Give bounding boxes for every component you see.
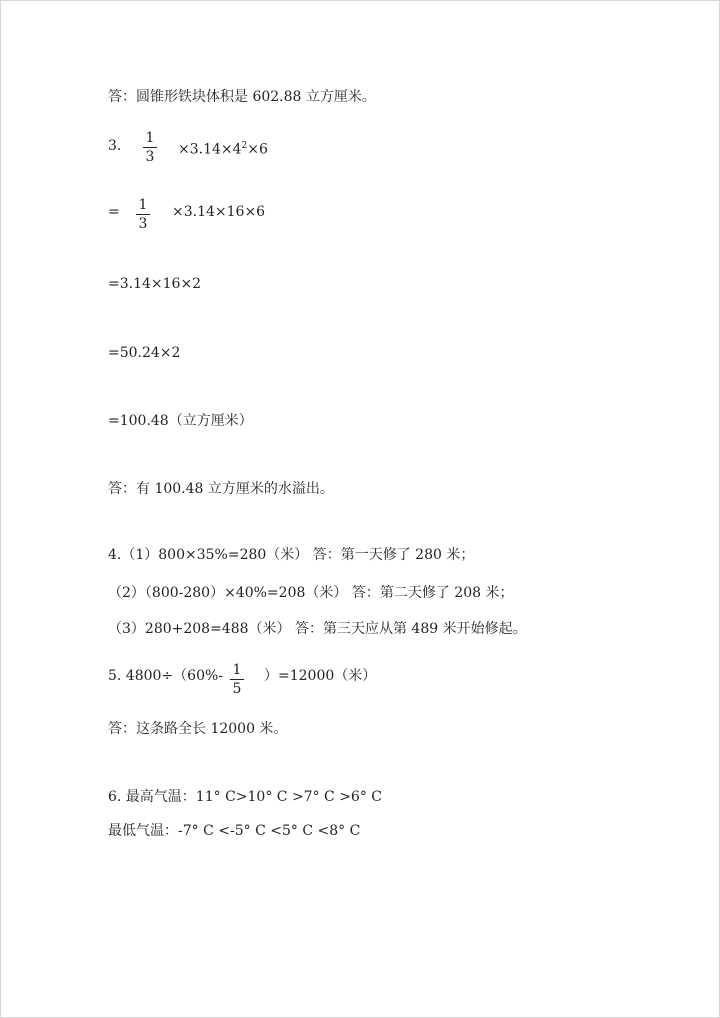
problem-3-line-2: ×3.14×16×6 <box>172 204 266 220</box>
fraction-bar <box>143 147 157 148</box>
problem-3-answer: 答：有 100.48 立方厘米的水溢出。 <box>108 481 334 497</box>
problem-3-fraction-2 <box>136 197 150 232</box>
fraction-denominator: 5 <box>232 681 242 697</box>
problem-6-line-1: 6. 最高气温：11° C>10° C >7° C >6° C <box>108 789 382 805</box>
fraction-bar <box>230 679 244 680</box>
problem-3-line-4: =50.24×2 <box>108 345 181 361</box>
problem-3-line-1 <box>178 137 268 159</box>
fraction-numerator: 1 <box>138 197 148 213</box>
line-1-tail: ×6 <box>247 141 268 158</box>
problem-5-answer: 答：这条路全长 12000 米。 <box>108 721 288 737</box>
problem-3-line-5: =100.48（立方厘米） <box>108 413 253 429</box>
problem-3-label: 3. <box>108 138 122 154</box>
problem-4-line-1: 4.（1）800×35%=280（米） 答：第一天修了 280 米； <box>108 547 475 563</box>
fraction-denominator: 3 <box>138 216 148 232</box>
fraction-denominator: 3 <box>145 149 155 165</box>
problem-5-fraction <box>230 662 244 697</box>
fraction-numerator: 1 <box>145 130 155 146</box>
fraction-numerator: 1 <box>232 662 242 678</box>
fraction-bar <box>136 214 150 215</box>
problem-4-line-3: （3）280+208=488（米） 答：第三天应从第 489 米开始修起。 <box>108 621 527 637</box>
line-1-exponent: 2 <box>241 141 248 151</box>
problem-5-prefix: 5. 4800÷（60%- <box>108 668 224 684</box>
problem-3-line-3: =3.14×16×2 <box>108 276 202 292</box>
problem-3-line-2-prefix: = <box>108 204 120 220</box>
line-1-expression: ×3.14×4 <box>178 141 242 158</box>
problem-4-line-2: （2）（800-280）×40%=208（米） 答：第二天修了 208 米； <box>108 585 514 601</box>
problem-3-fraction-1 <box>143 130 157 165</box>
answer-cone-volume: 答：圆锥形铁块体积是 602.88 立方厘米。 <box>108 89 376 105</box>
problem-6-line-2: 最低气温：-7° C <-5° C <5° C <8° C <box>108 823 361 839</box>
problem-5-suffix: ）=12000（米） <box>264 668 377 684</box>
